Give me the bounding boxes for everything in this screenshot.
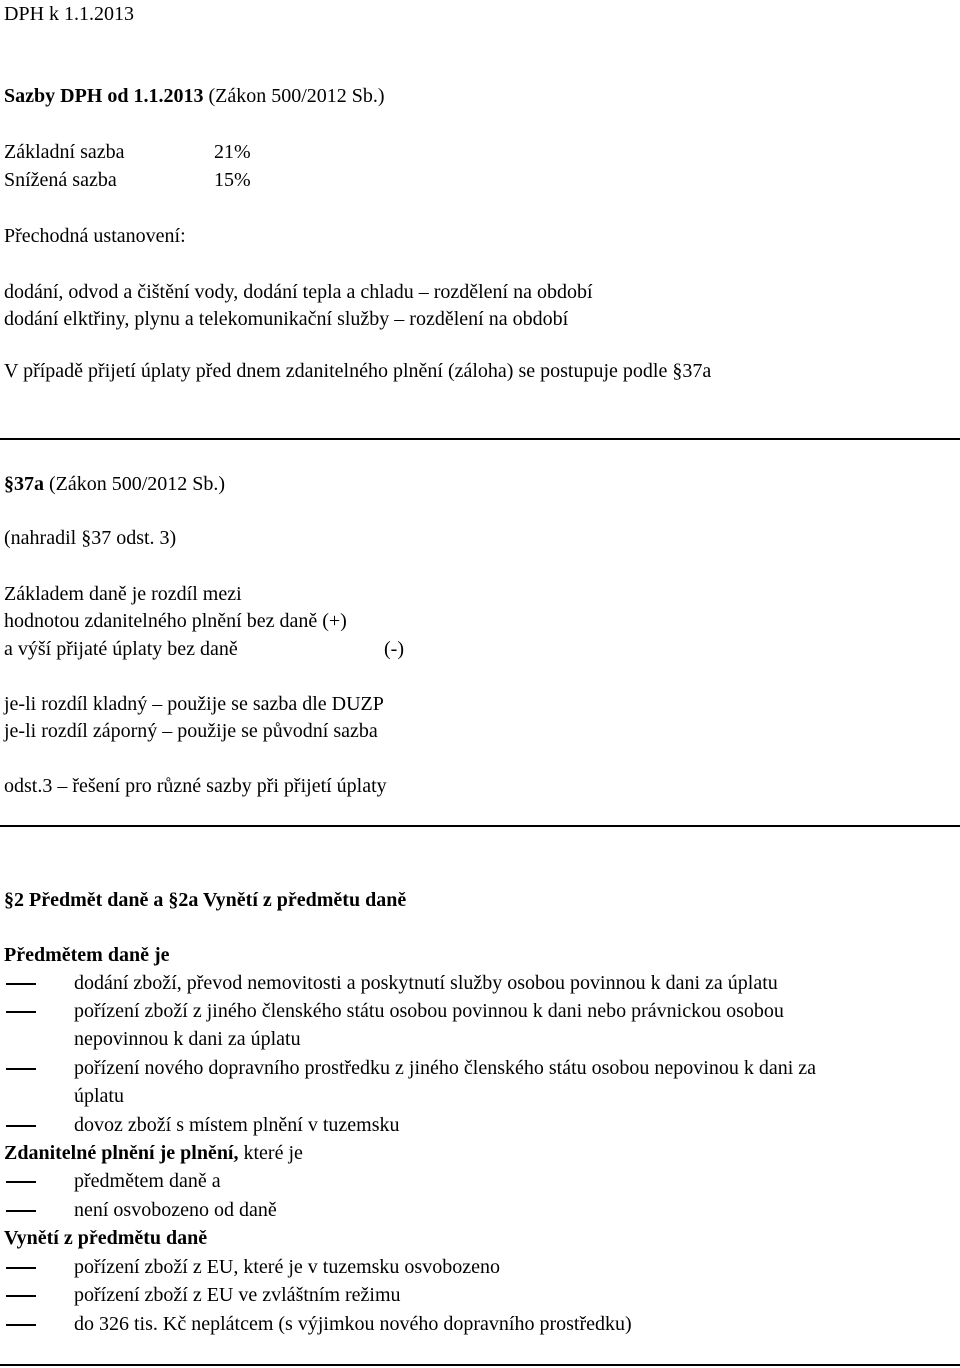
minus-sign: (-) xyxy=(384,638,404,660)
rates-title-bold: Sazby DPH od 1.1.2013 xyxy=(4,85,204,107)
list-item: pořízení nového dopravního prostředku z jiného členského státu osobou nepovinou k dani za xyxy=(74,1057,817,1079)
list-item: úplatu xyxy=(74,1085,124,1107)
dash-bullet-icon xyxy=(6,1125,36,1127)
dash-bullet-icon xyxy=(6,1324,36,1326)
rates-title-rest: (Zákon 500/2012 Sb.) xyxy=(203,85,385,107)
subject-heading: Předmětem daně je xyxy=(4,944,170,966)
rate-label: Základní sazba xyxy=(4,141,125,163)
transitional-line: dodání elktřiny, plynu a telekomunikační služby – rozdělení na období xyxy=(4,308,569,330)
rule-line: je-li rozdíl kladný – použije se sazba dle DUZP xyxy=(4,693,384,715)
rates-title xyxy=(4,82,385,110)
rate-value: 15% xyxy=(214,169,251,191)
divider xyxy=(0,438,960,440)
transitional-line: dodání, odvod a čištění vody, dodání tepla a chladu – rozdělení na období xyxy=(4,281,593,303)
section-2-heading: §2 Předmět daně a §2a Vynětí z předmětu daně xyxy=(4,889,407,911)
dash-bullet-icon xyxy=(6,1267,36,1269)
rule-line: je-li rozdíl záporný – použije se původní sazba xyxy=(4,720,378,742)
list-item: dodání zboží, převod nemovitosti a poskytnutí služby osobou povinnou k dani za úplatu xyxy=(74,972,778,994)
rate-row xyxy=(4,166,251,194)
list-item: do 326 tis. Kč neplátcem (s výjimkou nového dopravního prostředku) xyxy=(74,1313,632,1335)
base-line: a výší přijaté úplaty bez daně xyxy=(4,638,238,660)
list-item: pořízení zboží z jiného členského státu osobou povinnou k dani nebo právnickou osobou xyxy=(74,1000,784,1022)
divider xyxy=(0,825,960,827)
rate-value: 21% xyxy=(214,141,251,163)
dash-bullet-icon xyxy=(6,983,36,985)
base-line: Základem daně je rozdíl mezi xyxy=(4,583,242,605)
taxable-heading-bold: Zdanitelné plnění je plnění, xyxy=(4,1142,239,1164)
advance-payment-note: V případě přijetí úplaty před dnem zdanitelného plnění (záloha) se postupuje podle §37a xyxy=(4,360,712,382)
dash-bullet-icon xyxy=(6,1068,36,1070)
taxable-heading-rest: které je xyxy=(238,1142,303,1164)
section-37a-heading-rest: (Zákon 500/2012 Sb.) xyxy=(44,473,226,495)
list-item: nepovinnou k dani za úplatu xyxy=(74,1028,301,1050)
list-item: dovoz zboží s místem plnění v tuzemsku xyxy=(74,1114,400,1136)
list-item: předmětem daně a xyxy=(74,1170,221,1192)
rate-label: Snížená sazba xyxy=(4,169,117,191)
dash-bullet-icon xyxy=(6,1295,36,1297)
paragraph-3-note: odst.3 – řešení pro různé sazby při přijetí úplaty xyxy=(4,775,387,797)
rate-row xyxy=(4,138,251,166)
dash-bullet-icon xyxy=(6,1011,36,1013)
list-item: není osvobozeno od daně xyxy=(74,1199,277,1221)
dash-bullet-icon xyxy=(6,1181,36,1183)
page-header: DPH k 1.1.2013 xyxy=(4,3,135,25)
base-line: hodnotou zdanitelného plnění bez daně (+) xyxy=(4,610,347,632)
dash-bullet-icon xyxy=(6,1210,36,1212)
divider xyxy=(0,1364,960,1366)
exempt-heading: Vynětí z předmětu daně xyxy=(4,1227,208,1249)
section-37a-heading xyxy=(4,470,225,498)
section-37a-heading-bold: §37a xyxy=(4,473,44,495)
transitional-heading: Přechodná ustanovení: xyxy=(4,225,186,247)
replaced-note: (nahradil §37 odst. 3) xyxy=(4,527,177,549)
list-item: pořízení zboží z EU ve zvláštním režimu xyxy=(74,1284,401,1306)
list-item: pořízení zboží z EU, které je v tuzemsku osvobozeno xyxy=(74,1256,500,1278)
taxable-heading xyxy=(4,1139,303,1167)
